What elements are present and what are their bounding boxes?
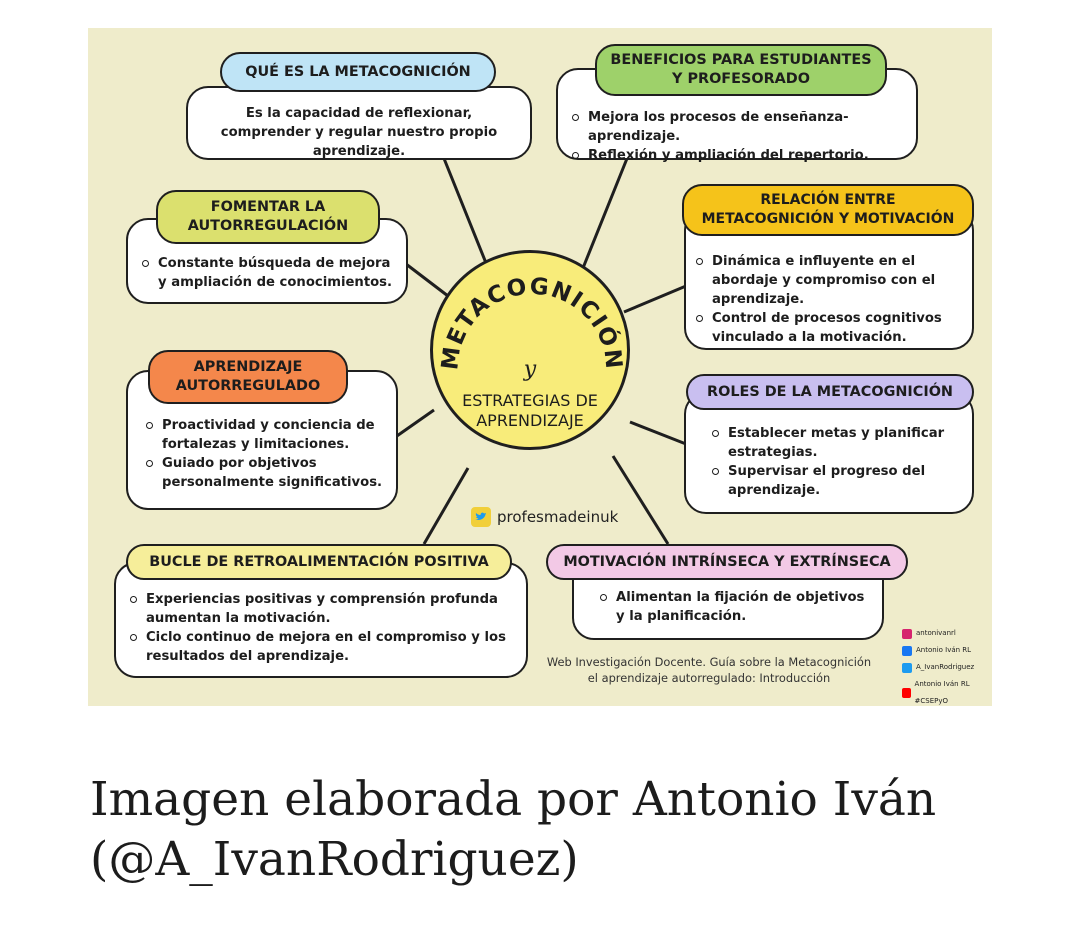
roles-card <box>684 392 974 514</box>
twitter-icon <box>902 663 912 673</box>
caption-line2: (@A_IvanRodriguez) <box>90 832 579 887</box>
que-es-title: QUÉ ES LA METACOGNICIÓN <box>220 52 496 92</box>
list-item: Guiado por objetivos personalmente significativos. <box>144 454 388 492</box>
motivacion-title: MOTIVACIÓN INTRÍNSECA Y EXTRÍNSECA <box>546 544 908 580</box>
connector-aprendizaje <box>394 410 434 438</box>
list-item: Mejora los procesos de enseñanza-aprendizaje. <box>570 108 906 146</box>
relacion-title: RELACIÓN ENTRE METACOGNICIÓN Y MOTIVACIÓN <box>682 184 974 236</box>
social-instagram: antonivanrl <box>902 625 992 642</box>
connector-roles <box>630 422 686 444</box>
center-arc-title: METACOGNICIÓN <box>437 273 627 372</box>
connector-motivacion <box>613 456 668 544</box>
list-item: Experiencias positivas y comprensión profunda aumentan la motivación. <box>128 590 518 628</box>
list-item: Constante búsqueda de mejora y ampliación de conocimientos. <box>140 254 396 292</box>
social-twitter: A_IvanRodriguez <box>902 659 992 676</box>
list-item: Ciclo continuo de mejora en el compromiso y los resultados del aprendizaje. <box>128 628 518 666</box>
caption-line1: Imagen elaborada por Antonio Iván <box>90 772 937 827</box>
social-youtube: Antonio Iván RL #CSEPyO <box>902 676 992 706</box>
list-item: Dinámica e influyente en el abordaje y compromiso con el aprendizaje. <box>694 252 964 309</box>
center-connector: y <box>523 357 537 382</box>
beneficios-title: BENEFICIOS PARA ESTUDIANTES Y PROFESORADO <box>595 44 887 96</box>
list-item: Proactividad y conciencia de fortalezas y limitaciones. <box>144 416 388 454</box>
center-circle <box>430 250 630 450</box>
social-facebook: Antonio Iván RL <box>902 642 992 659</box>
fomentar-title: FOMENTAR LA AUTORREGULACIÓN <box>156 190 380 244</box>
list-item: Control de procesos cognitivos vinculado a la motivación. <box>694 309 964 347</box>
list-item: Alimentan la fijación de objetivos y la planificación. <box>598 588 874 626</box>
infographic <box>88 28 992 706</box>
list-item: Establecer metas y planificar estrategias. <box>710 424 964 462</box>
twitter-icon <box>471 507 491 527</box>
image-caption <box>90 770 1050 890</box>
social-links <box>902 625 992 706</box>
facebook-icon <box>902 646 912 656</box>
connector-relacion <box>624 286 686 312</box>
que-es-text: Es la capacidad de reflexionar, comprender y regular nuestro propio aprendizaje. <box>220 106 498 159</box>
bucle-title: BUCLE DE RETROALIMENTACIÓN POSITIVA <box>126 544 512 580</box>
que-es-card <box>186 86 532 160</box>
roles-title: ROLES DE LA METACOGNICIÓN <box>686 374 974 410</box>
list-item: Reflexión y ampliación del repertorio. <box>570 146 906 165</box>
credit-text: Web Investigación Docente. Guía sobre la Metacognición el aprendizaje autorregulado: Introducción <box>546 655 872 685</box>
twitter-handle: profesmadeinuk <box>471 507 618 527</box>
connector-bucle <box>424 468 468 544</box>
center-line1: ESTRATEGIAS DE <box>462 391 598 410</box>
aprendizaje-title: APRENDIZAJE AUTORREGULADO <box>148 350 348 404</box>
center-line2: APRENDIZAJE <box>476 411 584 430</box>
list-item: Supervisar el progreso del aprendizaje. <box>710 462 964 500</box>
youtube-icon <box>902 688 911 698</box>
instagram-icon <box>902 629 912 639</box>
